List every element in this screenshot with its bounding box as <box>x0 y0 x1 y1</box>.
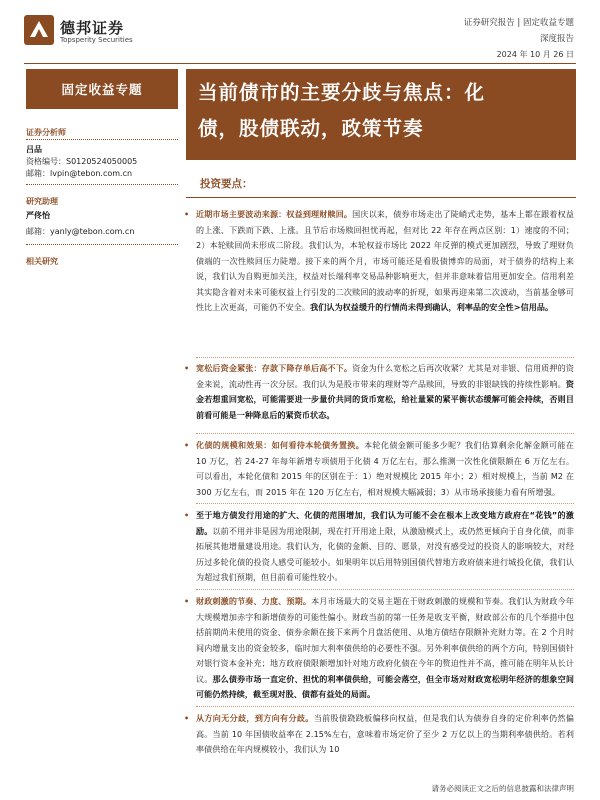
logo-text-en: Topsperity Securities <box>60 36 133 44</box>
assistant-heading: 研究助理 <box>26 197 58 206</box>
key-point-lead: 至于地方债发行用途的扩大、化债的范围增加，我们认为可能不会在根本上改变地方政府在“花钱”的激励。 <box>196 511 574 536</box>
bullet-icon: • <box>184 210 190 219</box>
bullet-icon: • <box>184 364 190 373</box>
key-point-1 <box>184 207 574 316</box>
key-points-divider <box>186 197 576 198</box>
category-label: 固定收益专题 <box>26 69 178 109</box>
key-point-text: 资金为什么宽松之后再次收紧？尤其是对非银、信用质押的资金来说，流动性再一次分层。我们认为是股市带来的理财等产品赎回，导致的非银缺钱的持续性影响。 <box>196 364 574 389</box>
sidebar-divider <box>26 139 178 140</box>
report-depth: 深度报告 <box>539 34 574 44</box>
report-type: 证券研究报告 | 固定收益专题 <box>463 18 574 28</box>
sidebar-divider <box>26 244 178 245</box>
analyst-cert: 资格编号：S0120524050005 <box>26 157 138 166</box>
key-point-lead: 财政刺激的节奏、力度、预期。 <box>196 597 312 606</box>
paragraph-divider <box>196 589 574 590</box>
key-point-text: 以前不用并非是因为用途限制，现在打开用途上限，从激励模式上，或仍然更倾向于自身化债，而非拓展其他增量建设用途。我们认为，化债的金额、目的、愿景，对没有感受过的投资人的影响较大，对经历过多轮化债的投资人感受可能较小。如果明年以后用特别国债代替地方政府债来进行城投化债，我们认为超过我们预期，但目前看可能性较小。 <box>196 526 574 582</box>
header-divider <box>24 63 576 64</box>
company-logo <box>24 15 224 47</box>
logo-text-cn: 德邦证券 <box>60 19 125 37</box>
analyst-heading: 证券分析师 <box>26 128 66 137</box>
key-point-text: 本轮化债金额可能多少呢？我们估算剩余化解金额可能在 10 万亿，若 24-27 年每年新增专项债用于化债 4 万亿左右，那么推测一次性化债限额在 6 万亿左右。可以看出，本轮化债和 2015 年的区别在于：1）绝对规模比 2015 年小；2）相对规模上，当前 M2 在 300 万亿左右，而 2015 年在 120 万亿左右，相对规模大幅减弱；3）从市场承接能力看有所增强。 <box>196 441 575 497</box>
key-point-lead: 宽松后资金紧张：存款下降存单后高不下。 <box>196 364 353 373</box>
key-point-lead: 近期市场主要波动来源：权益到理财赎回。 <box>196 210 353 219</box>
key-point-conclusion: 那么债券市场一直定价、担忧的利率债供给，可能会落空，但全市场对财政宽松明年经济的想象空间可能仍然持续，截至现对股、债都有益处的局面。 <box>196 674 574 699</box>
paragraph-divider <box>196 503 574 504</box>
bullet-icon: • <box>184 511 190 520</box>
key-point-6 <box>184 711 574 758</box>
logo-mark-icon <box>24 15 54 45</box>
paragraph-divider <box>196 357 574 358</box>
analyst-name: 吕品 <box>26 145 42 154</box>
analyst-email[interactable]: 邮箱：lvpin@tebon.com.cn <box>26 169 133 178</box>
bullet-icon: • <box>184 714 190 723</box>
title-line-2: 债，股债联动，政策节奏 <box>198 117 424 140</box>
paragraph-divider <box>196 706 574 707</box>
paragraph-divider <box>196 433 574 434</box>
assistant-email[interactable]: 邮箱：yanly@tebon.com.cn <box>26 227 135 236</box>
report-title <box>186 69 576 160</box>
key-point-lead: 化债的规模和效果：如何看待本轮债务置换。 <box>196 441 365 450</box>
related-research-heading: 相关研究 <box>26 257 58 266</box>
key-points-heading: 投资要点： <box>200 178 253 190</box>
key-point-2 <box>184 361 574 423</box>
bullet-icon: • <box>184 441 190 450</box>
key-point-text: 本月市场最大的交易主题在于财政刺激的规模和节奏。我们认为财政今年大规模增加赤字和新增债券的可能性偏小。财政当前的第一任务是收支平衡，财政部公布的几个举措中包括前期尚未使用的资金、债券余额在接下来两个月盘活使用、从地方债结存限额补充财力等。在 2 个月时间内增量支出的资金较多，临时加大利率债供给的必要性不强。另外利率债供给的两个方向，特别国债针对银行资本金补充；地方政府债限额增加针对地方政府化债在今年的赘迫性并不高，推可能在明年从长计议。 <box>196 597 574 684</box>
assistant-name: 严佟怡 <box>26 211 50 220</box>
key-point-conclusion: 资金若想重回宽松，可能需要进一步量价共同的货币宽松，给社量紧的紧平衡状态缓解可能会持续，否则目前看可能是一种降息后的紧资币状态。 <box>196 379 574 420</box>
key-point-lead: 从方向无分歧，到方向有分歧。 <box>196 714 314 723</box>
key-point-4 <box>184 508 574 586</box>
bullet-icon: • <box>184 597 190 606</box>
key-point-text: 国庆以来，债券市场走出了陡峭式走势，基本上都在跟着权益的上涨、下跌而下跌、上涨。且节后市场赎回担忧再起，但对比 22 年存在两点区别：1）速度的不同；2）本轮赎回尚未形成二阶段。我们认为，本轮权益市场比 2022 年反弹的模式更加剧烈，导致了理财负债端的一次性赎回压力陡增。接下来的两个月，市场可能还是看股债博弈的局面，对于债券的结构上来说，我们认为自购更加关注，权益对长端利率交易品种影响更大，但并非意味着信用更加安全。信用利差其实隐含着对未来可能权益上行引发的二次赎回的波动率的折现，如果再迎来第二次波动，当前基金够可性比上次更高，可能仍不安全。 <box>196 210 574 312</box>
key-point-conclusion: 我们认为权益缓升的行情尚未得到确认，利率品的安全性>信用品。 <box>310 303 554 312</box>
sidebar-divider <box>26 184 178 185</box>
key-point-5 <box>184 594 574 703</box>
key-point-3 <box>184 438 575 500</box>
report-date: 2024 年 10 月 26 日 <box>496 50 574 59</box>
title-line-1: 当前债市的主要分歧与焦点：化 <box>198 81 486 104</box>
key-point-text: 当前股债跷跷板偏移向权益，但是我们认为债券自身的定价利率仍然偏高。当前 10 年国债收益率在 2.15%左右，意味着市场定价了至少 2 万亿以上的当期利率债供给。若利率债供给在年内规模较小，我们认为 10 <box>196 714 574 754</box>
footer-disclaimer: 请务必阅读正文之后的信息披露和法律声明 <box>431 784 574 793</box>
